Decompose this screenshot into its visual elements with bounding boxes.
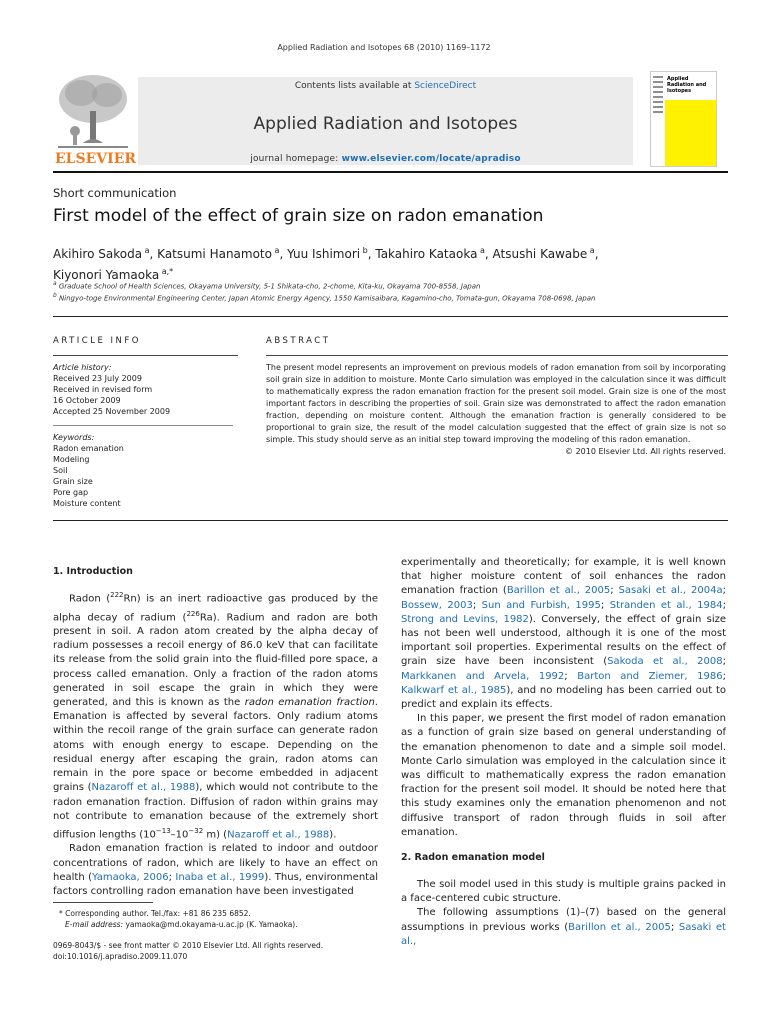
text-run: –10	[170, 829, 189, 841]
abstract-heading: ABSTRACT	[266, 336, 331, 346]
superscript: −32	[188, 826, 204, 835]
elsevier-wordmark: ELSEVIER	[55, 151, 137, 167]
author-affiliation-marker: a	[587, 246, 595, 255]
paragraph	[53, 842, 378, 899]
text-run: ;	[722, 656, 727, 668]
email-address[interactable]: yamaoka@md.okayama-u.ac.jp (K. Yamaoka).	[125, 920, 298, 929]
text-run: ;	[168, 871, 176, 883]
affiliation-a: $^a$ Graduate School of Health Sciences, Okayama University, 5-1 Shikata-cho, 2-chome, Kita-ku, Okayama 700-8558, Japan	[53, 281, 481, 291]
text-run: ). Thus, environmental factors controlling radon emanation have been investigated	[53, 871, 378, 898]
keywords-label: Keywords:	[53, 433, 95, 442]
abstract-bottom-rule	[53, 520, 728, 521]
text-run: The following assumptions (1)–(7) based on the general assumptions in previous works (	[401, 907, 726, 933]
cover-yellow-panel	[665, 100, 716, 166]
paragraph	[53, 588, 378, 842]
keyword: Modeling	[53, 455, 90, 464]
history-label: Article history:	[53, 363, 112, 372]
abstract-rule	[266, 355, 728, 356]
author-name[interactable]: Atsushi Kawabe	[492, 247, 588, 261]
citation-link[interactable]: Sun and Furbish, 1995	[481, 599, 601, 611]
left-column	[53, 588, 378, 899]
header-rule	[53, 171, 728, 173]
citation-link[interactable]: Bossew, 2003	[401, 599, 473, 611]
text-run: In this paper, we present the first model of radon emanation as a function of grain size based on general understanding of the emanation phenomenon to date and a simple soil model. Monte Carlo simulation was employed in the calculation since it was difficult to mathematically express the radon emanation fraction for the present soil model. It should be noted here that this study examines only the emanation phenomenon and not diffusive transport of radon through fluids in soil after emanation.	[401, 713, 726, 838]
text-run: m) (	[203, 829, 228, 841]
citation-link[interactable]: Sakoda et al., 2008	[607, 656, 723, 668]
text-run: ). Conversely, the effect of grain size has not been well understood, although it is one of the most important soil properties. Experimental results on the effect of grain size have been inconsistent (	[401, 613, 727, 668]
history-line: Received 23 July 2009	[53, 374, 142, 383]
author-affiliation-marker: a	[477, 246, 485, 255]
author-affiliation-marker: a	[142, 246, 150, 255]
keywords-rule	[53, 425, 233, 426]
journal-reference: Applied Radiation and Isotopes 68 (2010) 1169–1172	[277, 43, 491, 52]
abstract	[266, 362, 726, 458]
text-run: ;	[472, 599, 482, 611]
text-run: experimentally and theoretically; for example, it is well known that higher moisture content of soil enhances the radon emanation fraction (	[401, 557, 726, 597]
abstract-text: The present model represents an improvement on previous models of radon emanation from soil by incorporating soil grain size in addition to moisture. Monte Carlo simulation was employed in the calculation since it was difficult to mathematically express the radon emanation fraction for the present soil model. Grain size is one of the most important factors in describing the properties of soil. Grain size was demonstrated to affect the radon emanation fraction, depending on moisture content. Although the emanation fraction is generally considered to be proportional to grain size, the result of the model calculation suggested that the effect of grain size is not so simple. This study should serve as an initial step toward improving the modeling of this radon emanation.	[266, 363, 726, 444]
citation-link[interactable]: Sasaki et al., 2004a	[618, 585, 723, 597]
text-run: ), which would not contribute to the radon emanation fraction. Diffusion of radon within grains may not contribute to emanation because of the extremely short diffusion lengths (10	[53, 782, 378, 841]
affiliation-rule	[53, 316, 728, 317]
superscript: 226	[186, 609, 200, 618]
cover-side-decoration	[653, 76, 663, 114]
article-info	[53, 362, 233, 509]
paragraph	[401, 556, 726, 712]
text-run: ;	[564, 670, 578, 682]
text-run: ).	[329, 829, 337, 841]
author-affiliation-marker: a,*	[159, 267, 174, 276]
issn-line: 0969-8043/$ - see front matter © 2010 Elsevier Ltd. All rights reserved.	[53, 941, 324, 950]
paragraph	[401, 878, 726, 906]
keyword: Soil	[53, 466, 68, 475]
author-list: Akihiro Sakoda $^a$, Katsumi Hanamoto $^a$, Yuu Ishimori $^b$, Takahiro Kataoka $^a$, Atsushi Kawabe $^a$, Kiyonori Yamaoka $^{a,*}$	[53, 246, 599, 282]
doi-line[interactable]: doi:10.1016/j.apradiso.2009.11.070	[53, 952, 188, 961]
citation-link[interactable]: Strong and Levins, 1982	[401, 613, 529, 625]
history-line: Received in revised form	[53, 385, 153, 394]
history-line: 16 October 2009	[53, 396, 121, 405]
contents-line	[138, 81, 633, 91]
text-run: ), and no modeling has been carried out to predict and explain its effects.	[401, 684, 727, 711]
footnote-rule	[53, 902, 153, 903]
text-run: Radon emanation fraction is related to indoor and outdoor concentrations of radon, which are likely to have an effect on health (	[53, 843, 378, 883]
journal-banner	[53, 71, 636, 167]
citation-link[interactable]: Barton and Ziemer, 1986	[577, 670, 723, 682]
text-run: . Emanation is affected by several factors. Only radium atoms within the recoil range of the grain surface can generate radon atoms with enough energy to escape. Depending on the residual energy after escaping the grain, radon atoms can remain in the pore space or become embedded in adjacent grains (	[53, 697, 378, 794]
text-run: ;	[610, 585, 619, 597]
superscript: 222	[110, 591, 124, 599]
article-info-rule	[53, 355, 238, 356]
citation-link[interactable]: Barillon et al., 2005	[568, 921, 671, 933]
corresponding-author: * Corresponding author. Tel./fax: +81 86 235 6852.	[59, 909, 251, 918]
journal-homepage	[138, 154, 633, 164]
homepage-link[interactable]: www.elsevier.com/locate/apradiso	[341, 154, 521, 164]
author-name[interactable]: Akihiro Sakoda	[53, 247, 143, 261]
copyright: © 2010 Elsevier Ltd. All rights reserved.	[565, 447, 726, 456]
emphasis: radon emanation fraction	[244, 697, 375, 709]
paragraph	[401, 712, 726, 840]
text-run: Rn) is an inert radioactive gas produced by the alpha decay of radium (	[53, 593, 378, 623]
text-run: ;	[600, 599, 610, 611]
text-run: Radon (	[69, 593, 111, 605]
citation-link[interactable]: Inaba et al., 1999	[175, 871, 265, 883]
publication-info	[53, 940, 413, 962]
citation-link[interactable]: Nazaroff et al., 1988	[91, 782, 196, 794]
author-name[interactable]: Kiyonori Yamaoka	[53, 268, 160, 282]
footnotes	[53, 908, 383, 930]
keyword: Grain size	[53, 477, 93, 486]
superscript: −13	[155, 826, 171, 835]
history-line: Accepted 25 November 2009	[53, 407, 171, 416]
citation-link[interactable]: Barillon et al., 2005	[506, 585, 611, 597]
paragraph	[401, 906, 726, 949]
text-run: ;	[722, 585, 726, 597]
citation-link[interactable]: Markkanen and Arvela, 1992	[401, 670, 565, 682]
keyword: Moisture content	[53, 499, 121, 508]
author-affiliation-marker: a	[271, 246, 280, 255]
citation-link[interactable]: Sasaki et al.,	[401, 921, 726, 947]
text-run: ;	[722, 599, 726, 611]
author-name[interactable]: Katsumi Hanamoto	[157, 247, 272, 261]
cover-title: Applied Radiation and Isotopes	[667, 76, 707, 94]
article-info-heading: ARTICLE INFO	[53, 336, 141, 346]
citation-link[interactable]: Kalkwarf et al., 1985	[401, 684, 507, 696]
right-column-continued	[401, 878, 726, 949]
journal-header-box	[138, 77, 633, 165]
section-heading-model: 2. Radon emanation model	[401, 852, 545, 863]
email-line	[53, 919, 383, 930]
email-label: E-mail address:	[65, 920, 124, 929]
keyword: Pore gap	[53, 488, 89, 497]
author-affiliation-marker: b	[360, 246, 368, 255]
article-title: First model of the effect of grain size on radon emanation	[53, 206, 544, 226]
article-type: Short communication	[53, 186, 177, 200]
section-heading-introduction: 1. Introduction	[53, 566, 133, 577]
journal-title: Applied Radiation and Isotopes	[253, 114, 518, 134]
text-run: The soil model used in this study is multiple grains packed in a face-centered cubic structure.	[401, 879, 726, 905]
journal-cover-thumbnail	[650, 71, 717, 167]
contents-label: Contents lists available at	[294, 81, 412, 91]
author-name[interactable]: Takahiro Kataoka	[375, 247, 478, 261]
homepage-label: journal homepage:	[250, 154, 339, 164]
sciencedirect-link[interactable]: ScienceDirect	[414, 81, 477, 91]
citation-link[interactable]: Yamaoka, 2006	[91, 871, 169, 883]
text-run: ;	[670, 921, 679, 933]
author-name[interactable]: Yuu Ishimori	[287, 247, 361, 261]
text-run: ;	[722, 670, 726, 682]
citation-link[interactable]: Nazaroff et al., 1988	[227, 829, 330, 841]
citation-link[interactable]: Stranden et al., 1984	[609, 599, 723, 611]
keyword: Radon emanation	[53, 444, 124, 453]
text-run: Ra). Radium and radon are both present in soil. A radon atom created by the alpha decay of radium possesses a recoil energy of 86.0 keV that can facilitate its release from the solid grain into the fluid-filled pore space, a process called emanation. Only a fraction of the radon atoms generated in soil escape the grain in which they were generated, and this is known as the	[53, 611, 378, 709]
right-column	[401, 556, 726, 840]
affiliation-b: $^b$ Ningyo-toge Environmental Engineering Center, Japan Atomic Energy Agency, 1550 Kamisaibara, Kagamino-cho, Tomata-gun, Okayama 708-0698, Japan	[53, 293, 596, 303]
